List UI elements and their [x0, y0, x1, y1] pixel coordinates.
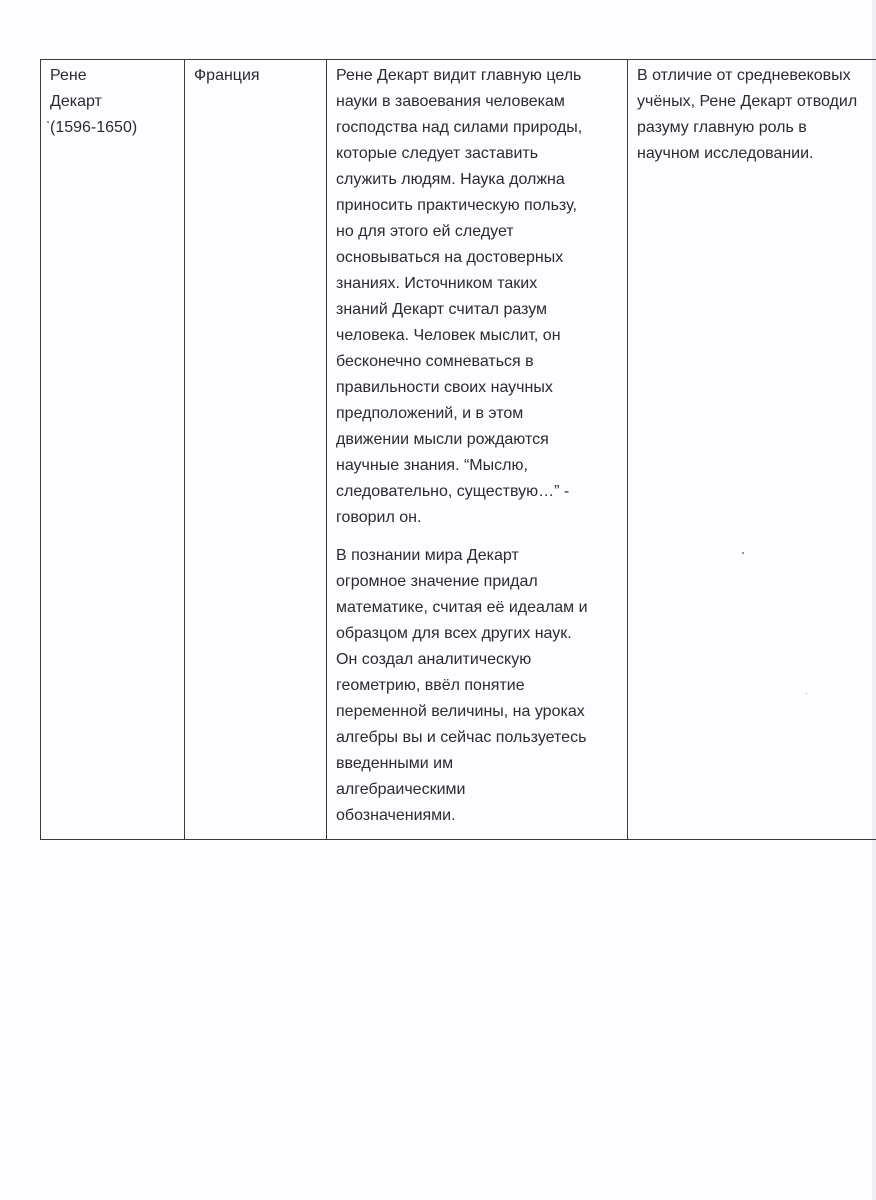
text-line: бесконечно сомневаться в	[336, 353, 534, 370]
text-line: основываться на достоверных	[336, 249, 564, 266]
description-cell	[327, 60, 628, 840]
text-line: научном исследовании.	[637, 145, 814, 162]
text-line: человека. Человек мыслит, он	[336, 327, 561, 344]
text-line: введенными им	[336, 755, 454, 772]
philosophers-table	[40, 59, 876, 840]
text-line: Рене Декарт видит главную цель	[336, 67, 582, 84]
text-line: господства над силами природы,	[336, 119, 583, 136]
text-line: обозначениями.	[336, 807, 456, 824]
table-row	[41, 60, 876, 840]
text-line: движении мысли рождаются	[336, 431, 549, 448]
description-paragraph-2	[336, 543, 619, 829]
text-line: говорил он.	[336, 509, 422, 526]
text-line: но для этого ей следует	[336, 223, 514, 240]
text-line: математике, считая её идеалам и	[336, 599, 588, 616]
text-line: переменной величины, на уроках	[336, 703, 585, 720]
text-line: геометрию, ввёл понятие	[336, 677, 525, 694]
text-line: учёных, Рене Декарт отводил	[637, 93, 858, 110]
person-name-line2: Декарт	[50, 93, 102, 110]
note-cell	[628, 60, 876, 840]
text-line: алгебраическими	[336, 781, 466, 798]
scan-speck	[742, 552, 744, 554]
text-line: которые следует заставить	[336, 145, 539, 162]
text-line: В отличие от средневековых	[637, 67, 851, 84]
scan-speck	[47, 121, 49, 123]
description-paragraph-1	[336, 63, 619, 531]
text-line: предположений, и в этом	[336, 405, 524, 422]
person-cell	[41, 60, 185, 840]
text-line: образцом для всех других наук.	[336, 625, 572, 642]
person-name-line1: Рене	[50, 67, 87, 84]
text-line: В познании мира Декарт	[336, 547, 519, 564]
text-line: огромное значение придал	[336, 573, 538, 590]
text-line: знаниях. Источником таких	[336, 275, 538, 292]
text-line: научные знания. “Мыслю,	[336, 457, 528, 474]
text-line: правильности своих научных	[336, 379, 553, 396]
text-line: приносить практическую пользу,	[336, 197, 577, 214]
text-line: разуму главную роль в	[637, 119, 807, 136]
country-cell	[185, 60, 327, 840]
text-line: науки в завоевания человекам	[336, 93, 565, 110]
scan-speck	[806, 693, 807, 694]
text-line: следовательно, существую…” -	[336, 483, 570, 500]
text-line: Он создал аналитическую	[336, 651, 532, 668]
text-line: знаний Декарт считал разум	[336, 301, 548, 318]
country-text: Франция	[194, 67, 260, 84]
person-years: (1596-1650)	[50, 119, 138, 136]
text-line: алгебры вы и сейчас пользуетесь	[336, 729, 587, 746]
text-line: служить людям. Наука должна	[336, 171, 565, 188]
